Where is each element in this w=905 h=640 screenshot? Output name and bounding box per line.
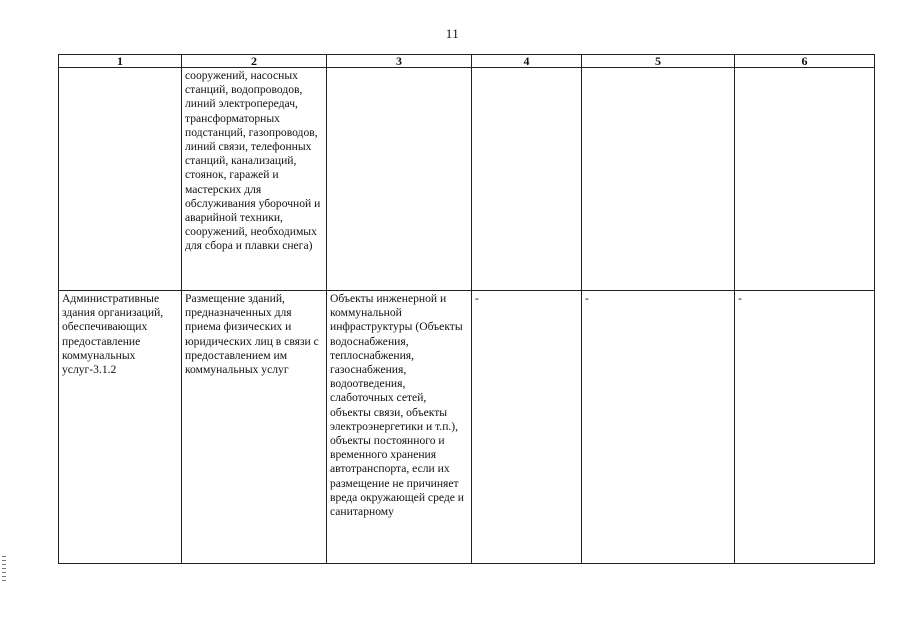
- table-header-row: [59, 55, 875, 68]
- column-header-6: 6: [735, 55, 875, 68]
- table-cell: Размещение зданий, предназначенных для приема физических и юридических лиц в связи с предоставлением им коммунальных услуг: [182, 291, 327, 564]
- table-cell: [59, 68, 182, 291]
- column-header-1: 1: [59, 55, 182, 68]
- page-number: 11: [445, 26, 460, 41]
- column-header-5: 5: [582, 55, 735, 68]
- table-cell: [327, 68, 472, 291]
- scan-edge-mark: [2, 556, 6, 582]
- table-cell: Административные здания организаций, обеспечивающих предоставление коммунальных услуг-3.1.2: [59, 291, 182, 564]
- column-header-3: 3: [327, 55, 472, 68]
- table-cell: -: [735, 291, 875, 564]
- table-cell: [582, 68, 735, 291]
- table-cell: -: [472, 291, 582, 564]
- table-cell: Объекты инженерной и коммунальной инфраструктуры (Объекты водоснабжения, теплоснабжения, газоснабжения, водоотведения, слаботочных сетей, объекты связи, объекты электроэнергетики и т.п.), объекты постоянного и временного хранения автотранспорта, если их размещение не причиняет вреда окружающей среде и санитарному: [327, 291, 472, 564]
- land-use-table: [58, 54, 875, 564]
- column-header-2: 2: [182, 55, 327, 68]
- table-cell: [735, 68, 875, 291]
- table-row: [59, 291, 875, 564]
- column-header-4: 4: [472, 55, 582, 68]
- table-row: [59, 68, 875, 291]
- table-cell: [472, 68, 582, 291]
- table-cell: сооружений, насосных станций, водопроводов, линий электропередач, трансформаторных подстанций, газопроводов, линий связи, телефонных станций, канализаций, стоянок, гаражей и мастерских для обслуживания уборочной и аварийной техники, сооружений, необходимых для сбора и плавки снега): [182, 68, 327, 291]
- table-cell: -: [582, 291, 735, 564]
